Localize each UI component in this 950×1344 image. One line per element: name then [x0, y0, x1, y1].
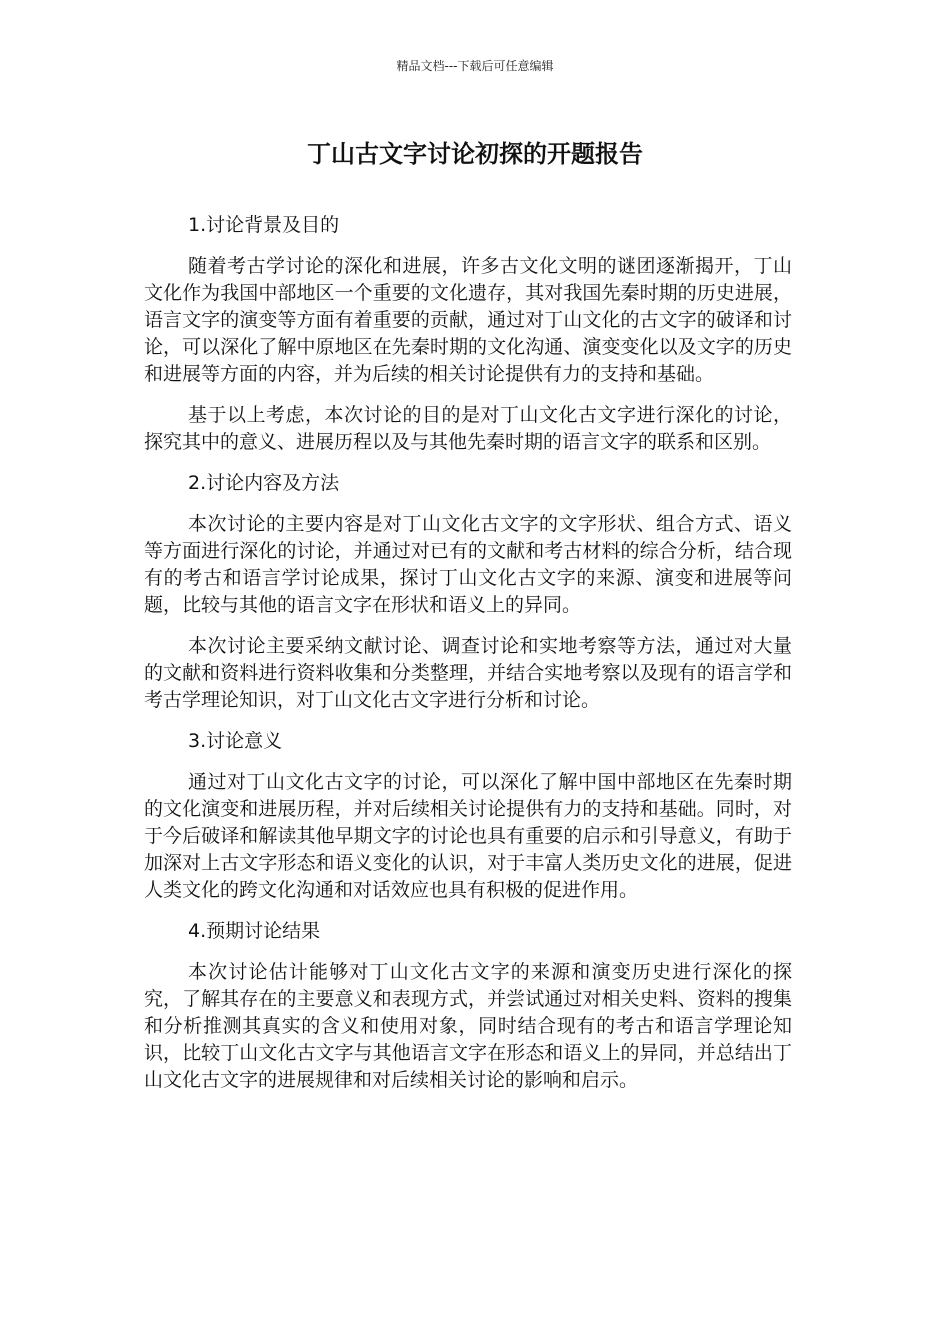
- paragraph: 通过对丁山文化古文字的讨论，可以深化了解中国中部地区在先秦时期的文化演变和进展历程，并对后续相关讨论提供有力的支持和基础。同时，对于今后破译和解读其他早期文字的讨论也具有重要的启示和引导意义，有助于加深对上古文字形态和语义变化的认识，对于丰富人类历史文化的进展，促进人类文化的跨文化沟通和对话效应也具有积极的促进作用。: [144, 771, 792, 901]
- section-heading-expected-results: 4.预期讨论结果: [188, 920, 321, 942]
- page-title: 丁山古文字讨论初探的开题报告: [307, 140, 643, 168]
- paragraph: 随着考古学讨论的深化和进展，许多古文化文明的谜团逐渐揭开，丁山文化作为我国中部地区一个重要的文化遗存，其对我国先秦时期的历史进展，语言文字的演变等方面有着重要的贡献，通过对丁山文化的古文字的破译和讨论，可以深化了解中原地区在先秦时期的文化沟通、演变变化以及文字的历史和进展等方面的内容，并为后续的相关讨论提供有力的支持和基础。: [144, 255, 792, 385]
- paragraph: 本次讨论估计能够对丁山文化古文字的来源和演变历史进行深化的探究，了解其存在的主要意义和表现方式，并尝试通过对相关史料、资料的搜集和分析推测其真实的含义和使用对象，同时结合现有的考古和语言学理论知识，比较丁山文化古文字与其他语言文字在形态和语义上的异同，并总结出丁山文化古文字的进展规律和对后续相关讨论的影响和启示。: [144, 961, 792, 1091]
- header-note: 精品文档---下载后可任意编辑: [396, 59, 554, 73]
- section-heading-content-method: 2.讨论内容及方法: [188, 472, 340, 494]
- document-body: [144, 212, 792, 1108]
- section-heading-background: 1.讨论背景及目的: [188, 214, 340, 236]
- paragraph: 基于以上考虑，本次讨论的目的是对丁山文化古文字进行深化的讨论，探究其中的意义、进展历程以及与其他先秦时期的语言文字的联系和区别。: [144, 404, 792, 453]
- section-heading-significance: 3.讨论意义: [188, 730, 283, 752]
- paragraph: 本次讨论的主要内容是对丁山文化古文字的文字形状、组合方式、语义等方面进行深化的讨论，并通过对已有的文献和考古材料的综合分析，结合现有的考古和语言学讨论成果，探讨丁山文化古文字的来源、演变和进展等问题，比较与其他的语言文字在形状和语义上的异同。: [144, 513, 792, 616]
- paragraph: 本次讨论主要采纳文献讨论、调查讨论和实地考察等方法，通过对大量的文献和资料进行资料收集和分类整理，并结合实地考察以及现有的语言学和考古学理论知识，对丁山文化古文字进行分析和讨论。: [144, 635, 792, 711]
